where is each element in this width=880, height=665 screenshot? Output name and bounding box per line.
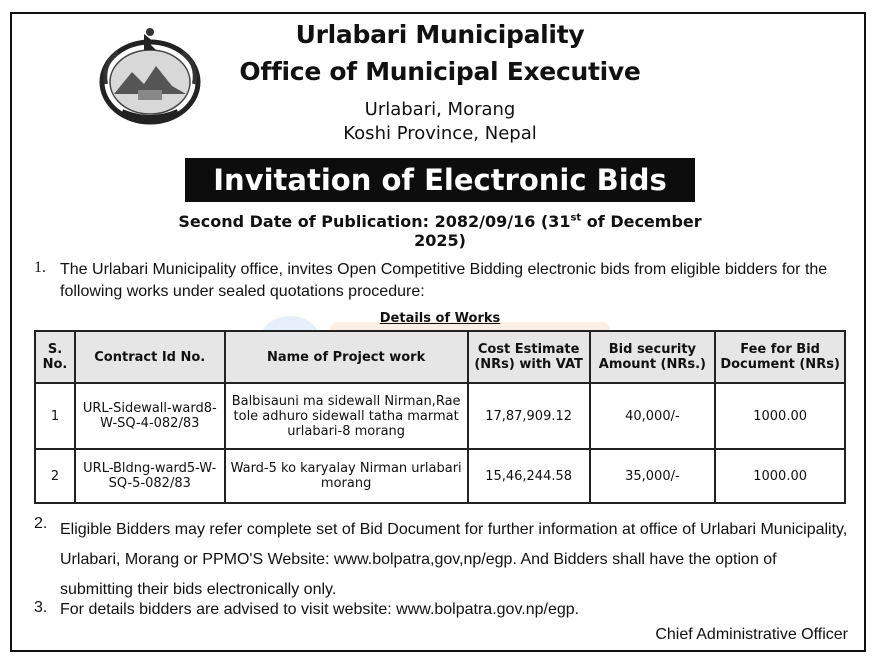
table-row [35,449,845,503]
cell-sno: 2 [35,449,75,503]
cell-bid-security: 40,000/- [590,383,716,449]
header-cost-estimate: Cost Estimate (NRs) with VAT [468,331,590,383]
cell-project-name: Ward-5 ko karyalay Nirman urlabari morang [225,449,468,503]
cell-contract-id: URL-Sidewall-ward8-W-SQ-4-082/83 [75,383,225,449]
cell-cost-estimate: 15,46,244.58 [468,449,590,503]
address-line-1: Urlabari, Morang [364,99,516,120]
signature: Chief Administrative Officer [655,626,848,643]
item-3-text: For details bidders are advised to visit website: www.bolpatra.gov.np/egp. [60,601,580,618]
office-title: Office of Municipal Executive [239,57,641,86]
municipality-title: Urlabari Municipality [295,20,585,49]
cell-fee: 1000.00 [715,383,845,449]
header-bid-security: Bid security Amount (NRs.) [590,331,716,383]
header-sno: S. No. [35,331,75,383]
table-header-row [35,331,845,383]
cell-contract-id: URL-Bldng-ward5-W-SQ-5-082/83 [75,449,225,503]
publication-sup: st [570,212,582,224]
header-fee: Fee for Bid Document (NRs) [715,331,845,383]
notice-banner: Invitation of Electronic Bids [185,158,695,202]
item-2-text: Eligible Bidders may refer complete set of Bid Document for further information at office of Urlabari Municipality, Urlabari, Morang or PPMO'S Website: www.bolpatra,gov,np/egp. And Bidders shall have the option of submitting their bids electronically only. [60,521,848,598]
item-2-number: 2. [34,515,48,532]
header-contract-id: Contract Id No. [75,331,225,383]
cell-fee: 1000.00 [715,449,845,503]
table-row [35,383,845,449]
cell-project-name: Balbisauni ma sidewall Nirman,Rae tole adhuro sidewall tatha marmat urlabari-8 morang [225,383,468,449]
item-1-text: The Urlabari Municipality office, invites Open Competitive Bidding electronic bids from eligible bidders for the following works under sealed quotations procedure: [60,261,828,300]
address-line-2: Koshi Province, Nepal [343,123,537,144]
cell-cost-estimate: 17,87,909.12 [468,383,590,449]
cell-bid-security: 35,000/- [590,449,716,503]
item-3-number: 3. [34,599,48,616]
publication-label: Second Date of Publication: 2082/09/16 (31 [178,212,571,231]
publication-suffix: of December 2025) [414,212,702,250]
item-1-number: 1. [34,259,46,276]
cell-sno: 1 [35,383,75,449]
publication-date [150,212,730,250]
works-table [34,330,846,504]
header-project-name: Name of Project work [225,331,468,383]
details-of-works-title: Details of Works [379,311,501,326]
nepal-emblem-icon [92,24,208,128]
